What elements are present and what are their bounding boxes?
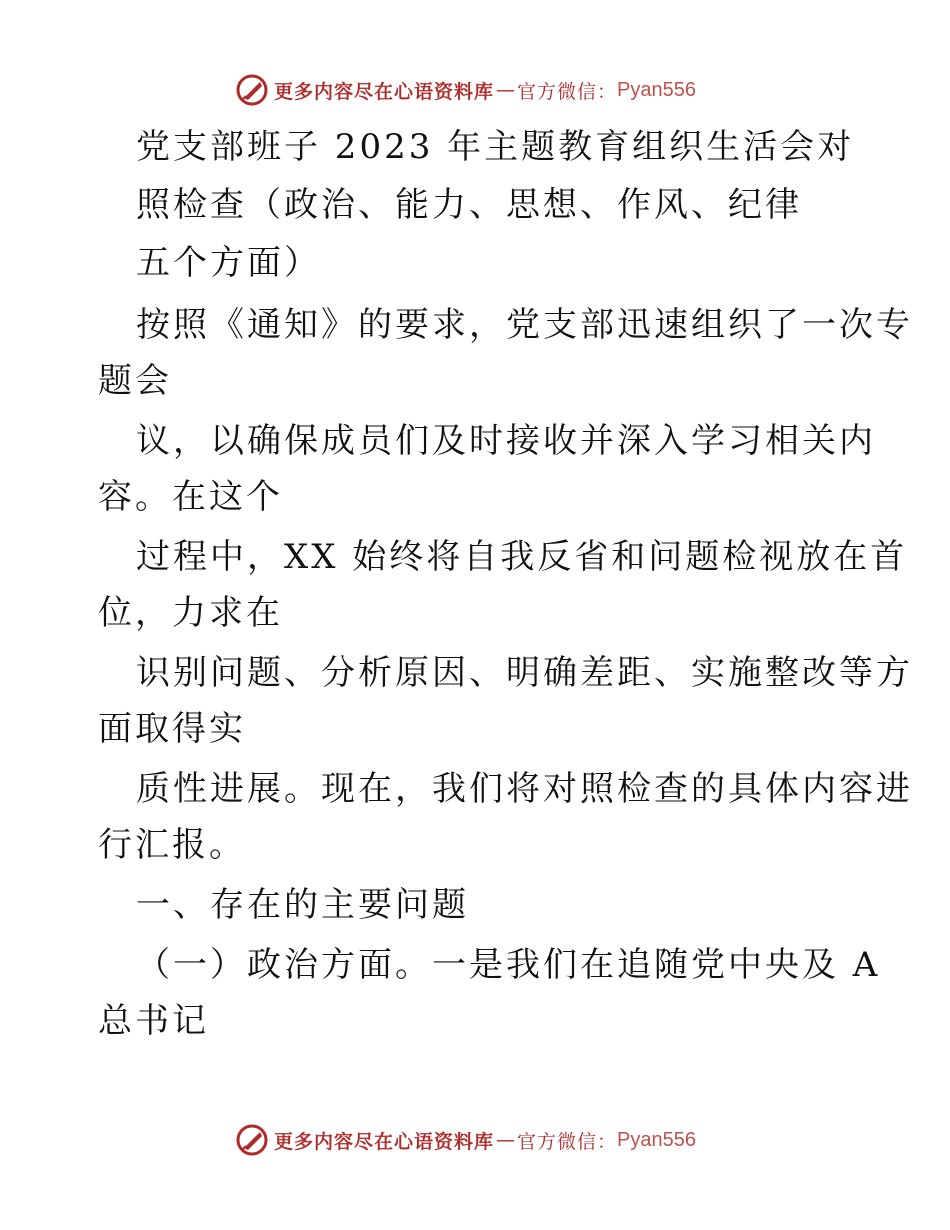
quill-logo-icon bbox=[234, 72, 270, 108]
watermark-separator: — bbox=[496, 1129, 516, 1151]
watermark-wechat-id: Pyan556 bbox=[617, 1128, 696, 1151]
watermark-wechat-label: 官方微信： bbox=[517, 1130, 618, 1153]
watermark-site-text: 更多内容尽在心语资料库 bbox=[274, 1130, 495, 1153]
paragraph-line: 过程中，XX 始终将自我反省和问题检视放在首 bbox=[136, 537, 908, 577]
paragraph-line: 题会 bbox=[98, 361, 172, 401]
watermark-site-text: 更多内容尽在心语资料库 bbox=[274, 80, 495, 103]
title-line-2: 照检查（政治、能力、思想、作风、纪律 bbox=[136, 185, 802, 225]
title-line-1: 党支部班子 2023 年主题教育组织生活会对 bbox=[136, 127, 855, 167]
paragraph-line: 识别问题、分析原因、明确差距、实施整改等方 bbox=[136, 653, 913, 693]
paragraph-line: 位，力求在 bbox=[98, 593, 283, 633]
footer-watermark bbox=[234, 1120, 696, 1160]
header-watermark bbox=[234, 70, 696, 110]
quill-logo-icon bbox=[234, 1122, 270, 1158]
watermark-separator: — bbox=[496, 79, 516, 101]
paragraph-line: 总书记 bbox=[98, 1001, 209, 1041]
paragraph-line: 议，以确保成员们及时接收并深入学习相关内 bbox=[136, 421, 876, 461]
paragraph-line: 行汇报。 bbox=[98, 825, 246, 865]
paragraph-line: 容。在这个 bbox=[98, 477, 283, 517]
paragraph-line: 面取得实 bbox=[98, 709, 246, 749]
title-line-3: 五个方面） bbox=[136, 243, 321, 283]
watermark-wechat-id: Pyan556 bbox=[617, 78, 696, 101]
paragraph-line: 按照《通知》的要求，党支部迅速组织了一次专 bbox=[136, 305, 913, 345]
watermark-wechat-label: 官方微信： bbox=[517, 80, 618, 103]
section-heading: 一、存在的主要问题 bbox=[136, 885, 469, 925]
paragraph-line: （一）政治方面。一是我们在追随党中央及 A bbox=[136, 945, 881, 985]
paragraph-line: 质性进展。现在，我们将对照检查的具体内容进 bbox=[136, 769, 913, 809]
